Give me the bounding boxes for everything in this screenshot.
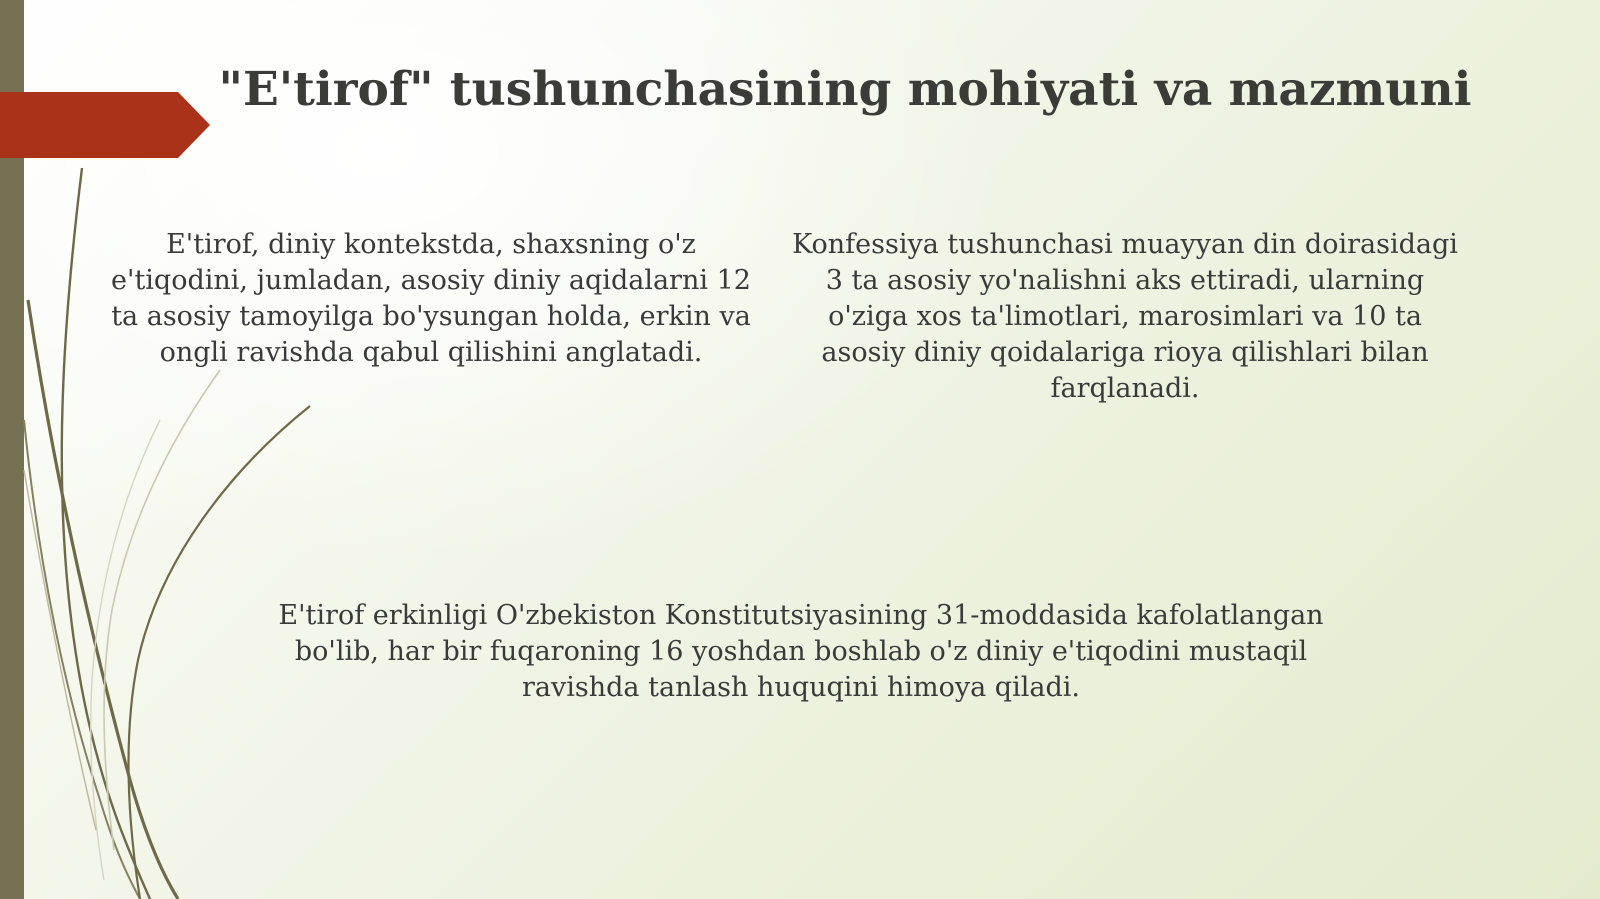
arrow-right-banner-icon: [0, 92, 210, 158]
right-paragraph: Konfessiya tushunchasi muayyan din doirasidagi 3 ta asosiy yo'nalishni aks ettiradi, ularning o'ziga xos ta'limotlari, marosimlari va 10 ta asosiy diniy qoidalariga rioya qilishlari bilan farqlanadi.: [792, 229, 1458, 404]
left-paragraph: E'tirof, diniy kontekstda, shaxsning o'z e'tiqodini, jumladan, asosiy diniy aqidalarni 12 ta asosiy tamoyilga bo'ysungan holda, erkin va ongli ravishda qabul qilishini anglatadi.: [111, 229, 751, 368]
bottom-paragraph: E'tirof erkinligi O'zbekiston Konstitutsiyasining 31-moddasida kafolatlangan bo'lib, har bir fuqaroning 16 yoshdan boshlab o'z diniy e'tiqodini mustaqil ravishda tanlash huquqini himoya qiladi.: [278, 600, 1324, 703]
slide-title: "E'tirof" tushunchasining mohiyati va mazmuni: [218, 62, 1472, 117]
